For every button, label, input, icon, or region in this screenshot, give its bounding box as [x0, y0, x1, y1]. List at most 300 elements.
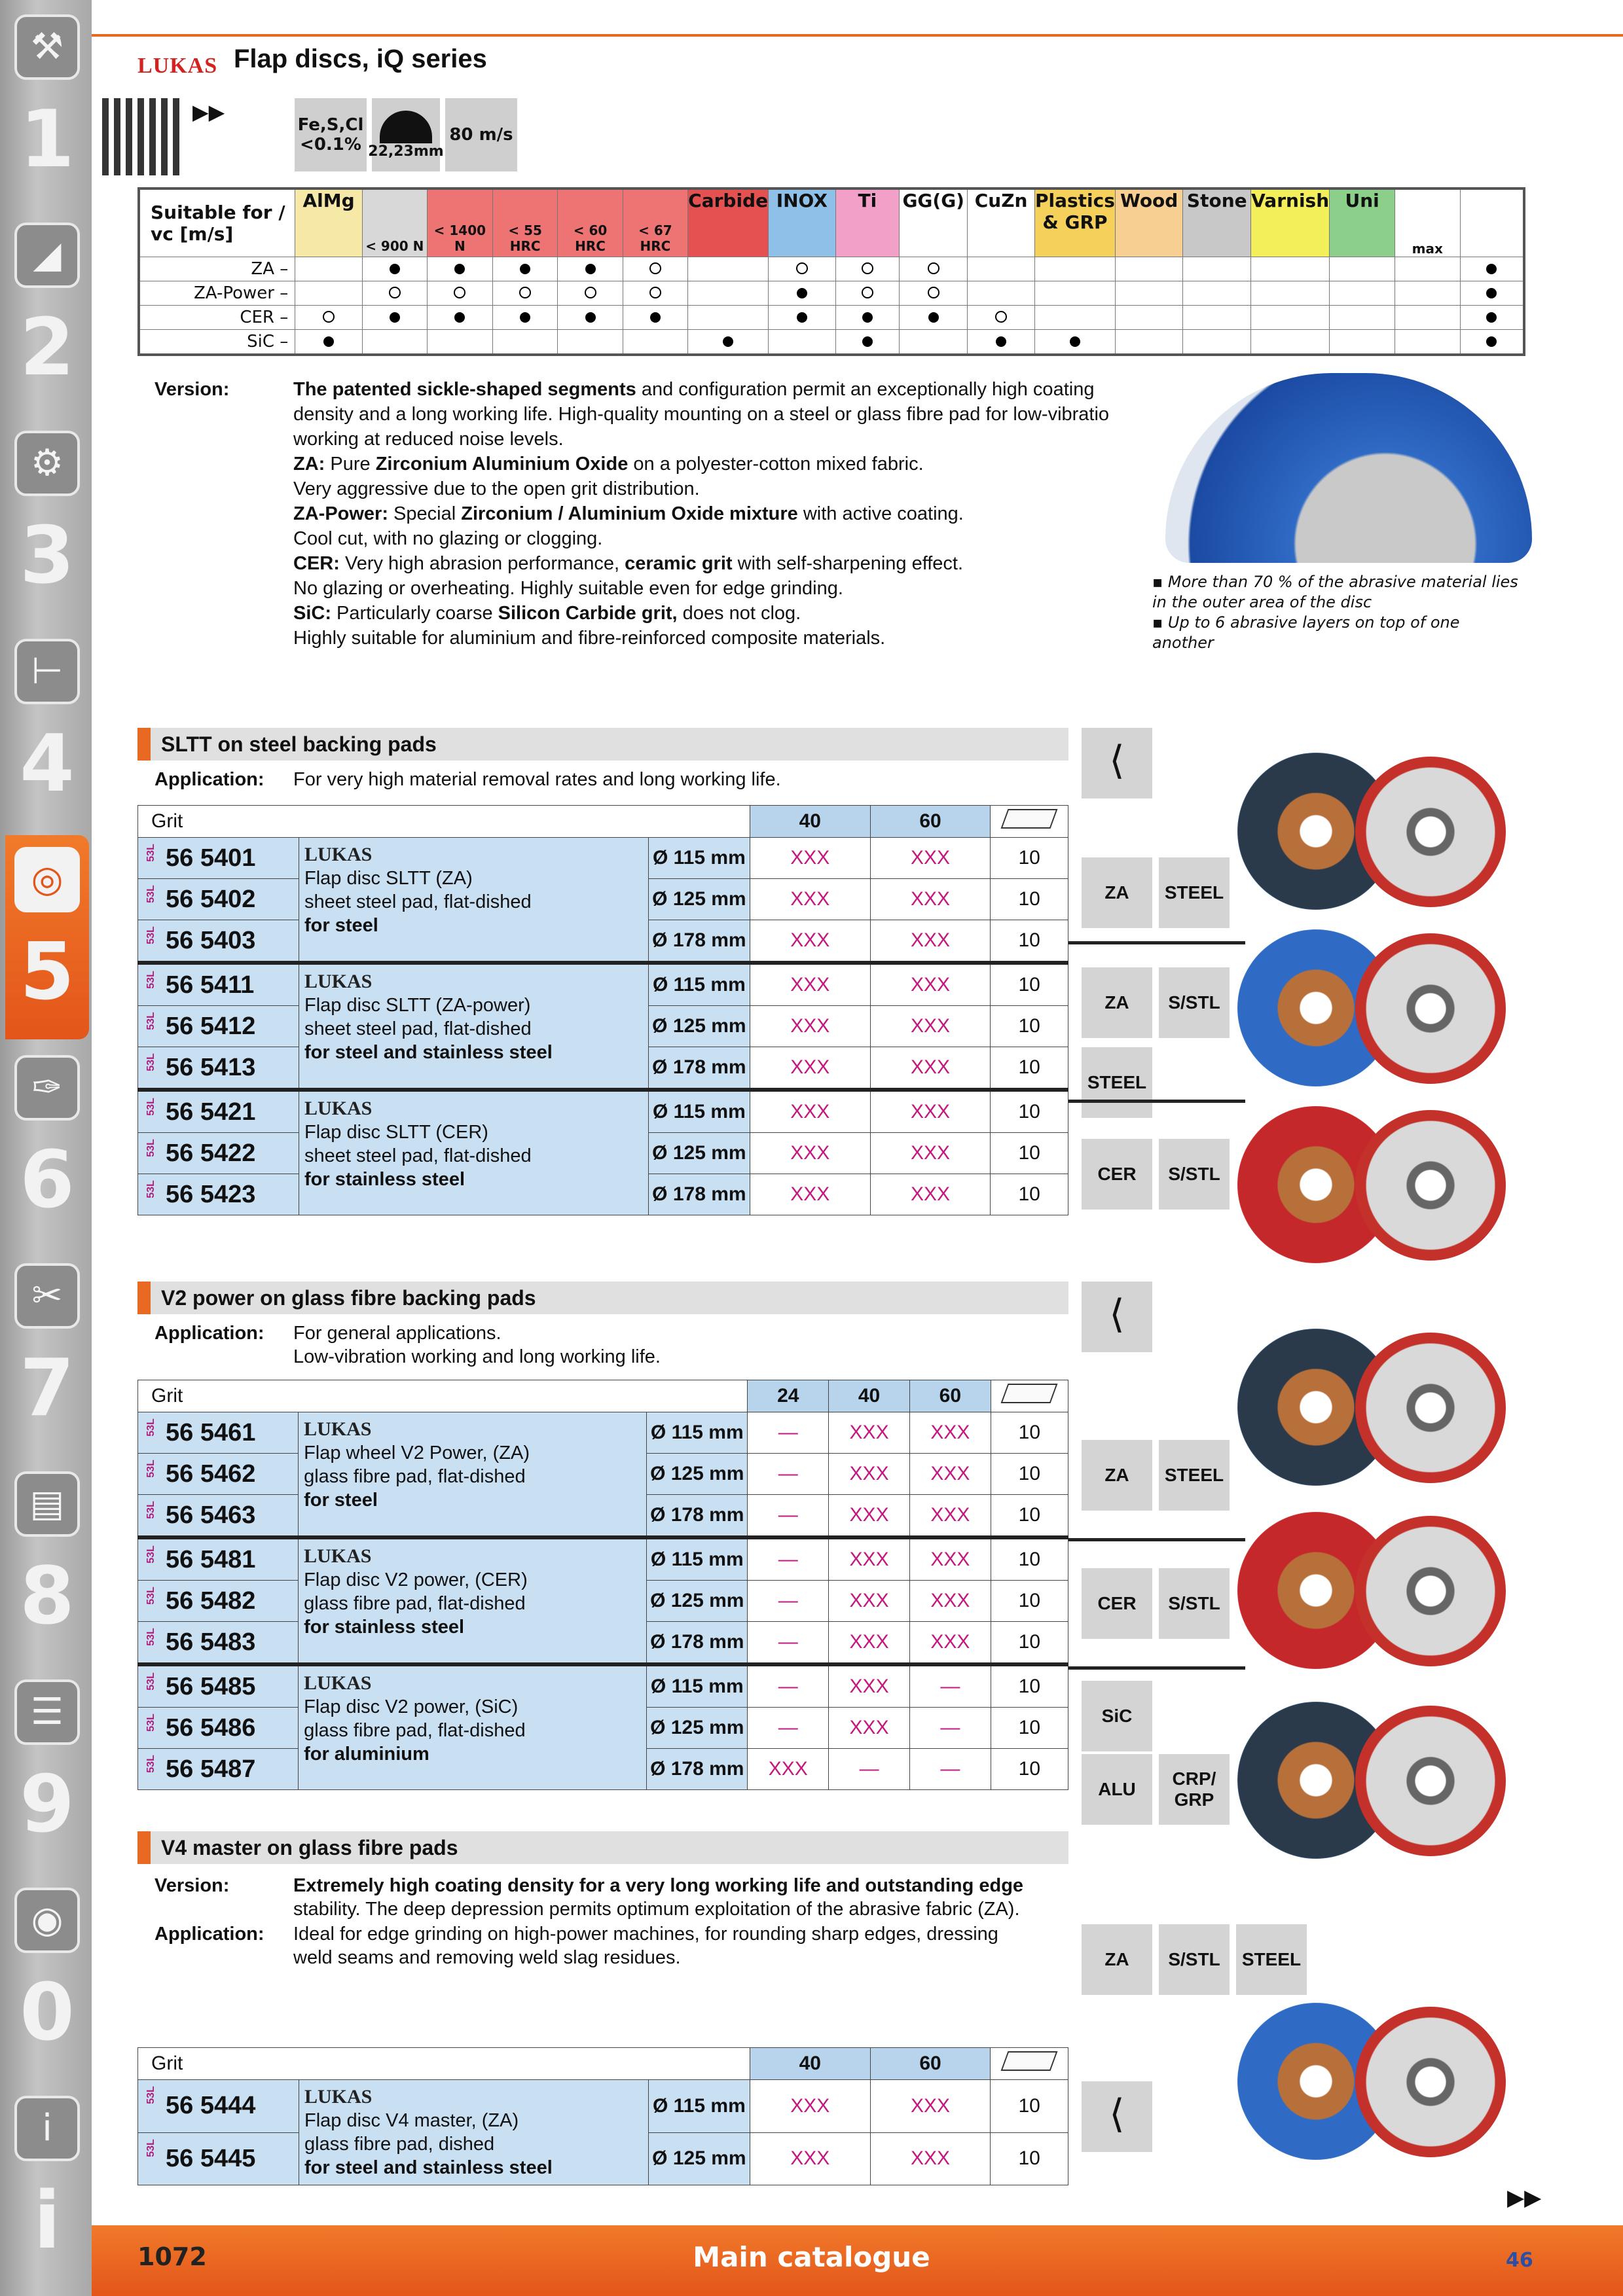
chapter-number: i: [33, 2176, 61, 2267]
suitability-cell: [688, 306, 769, 330]
abrasive-label: CER –: [139, 306, 295, 330]
chapter-number: 5: [20, 927, 75, 1018]
price-cell: XXX: [870, 1174, 991, 1215]
suitability-cell: [558, 281, 623, 306]
safety-goggles-icon: ◉: [14, 1888, 80, 1953]
price-cell: XXX: [870, 1006, 991, 1047]
conditional-ring-icon: [649, 287, 661, 298]
article-prefix: 53L: [145, 1012, 156, 1030]
article-number[interactable]: [138, 1664, 299, 1708]
brand-logo: LUKAS: [137, 54, 218, 78]
suitability-cell: [427, 306, 492, 330]
suitability-cell: [623, 257, 687, 281]
pack-quantity: 10: [991, 1174, 1068, 1215]
pack-quantity: 10: [991, 920, 1068, 963]
diameter: Ø 178 mm: [647, 1622, 748, 1665]
material-tag: STEEL: [1159, 857, 1230, 928]
suitability-cell: [427, 281, 492, 306]
suitability-cell: [1251, 306, 1330, 330]
suitability-cell: [835, 330, 900, 355]
cutting-disc-icon: ◎: [14, 847, 80, 912]
conditional-ring-icon: [519, 287, 531, 298]
application-text: For general applications.: [293, 1323, 501, 1344]
suitability-cell: [1183, 306, 1251, 330]
speed-text: 80 m/s: [449, 125, 513, 145]
article-number[interactable]: [138, 2132, 299, 2185]
suitable-dot-icon: [1486, 312, 1497, 323]
diameter: Ø 178 mm: [648, 920, 750, 963]
price-cell: XXX: [909, 1537, 991, 1581]
suitability-cell: [1183, 281, 1251, 306]
article-number[interactable]: [138, 1454, 299, 1495]
next-arrow-icon[interactable]: ▶▶: [192, 99, 225, 124]
abrasive-label: ZA-Power –: [139, 281, 295, 306]
pack-quantity: 10: [991, 963, 1068, 1006]
brand-logo: LUKAS: [304, 971, 373, 992]
product-description: [299, 1412, 647, 1538]
material-tag: S/STL: [1159, 967, 1230, 1038]
price-cell: XXX: [870, 2132, 991, 2185]
version-fragment: ZA-Power:: [293, 503, 388, 524]
suitability-col-header: Wood: [1115, 188, 1182, 257]
info-icon: i: [14, 2096, 80, 2161]
description-line: glass fibre pad, flat-dished: [304, 1466, 526, 1487]
chapter-number: 9: [20, 1759, 75, 1850]
diameter: Ø 115 mm: [647, 1537, 748, 1581]
product-row[interactable]: [138, 1090, 1068, 1133]
suitable-dot-icon: [585, 312, 596, 323]
suitability-cell: [558, 306, 623, 330]
suitability-cell: [835, 257, 900, 281]
suitability-cell: [1330, 330, 1395, 355]
suitability-cell: [688, 330, 769, 355]
suitability-cell: [900, 330, 968, 355]
suitability-col-header: Ti: [835, 188, 900, 257]
version-fragment: Zirconium Aluminium Oxide: [375, 454, 629, 475]
diameter: Ø 125 mm: [647, 1708, 748, 1749]
suitability-cell: [1115, 281, 1182, 306]
article-number[interactable]: [138, 1412, 299, 1454]
article-number[interactable]: [138, 879, 299, 920]
version-fragment: Particularly coarse: [331, 603, 498, 624]
cabinet-icon: ☰: [14, 1679, 80, 1745]
conditional-ring-icon: [796, 262, 808, 274]
description-line: Flap disc V2 power, (CER): [304, 1570, 528, 1590]
suitability-cell: [1460, 281, 1524, 306]
suitability-cell: [1183, 257, 1251, 281]
article-number[interactable]: [138, 1174, 299, 1215]
suitability-cell: [623, 306, 687, 330]
suitable-dot-icon: [390, 264, 400, 274]
suitability-cell: [295, 257, 363, 281]
version-fragment: Very aggressive due to the open grit distribution.: [293, 478, 700, 499]
article-prefix: 53L: [145, 1587, 156, 1605]
price-cell: XXX: [870, 1047, 991, 1090]
article-prefix: 53L: [145, 1755, 156, 1773]
product-description: [299, 838, 649, 963]
article-number[interactable]: [138, 1537, 299, 1581]
grit-header-row: [138, 806, 1068, 838]
article-number[interactable]: [138, 1708, 299, 1749]
description-line: for stainless steel: [304, 1169, 465, 1190]
suitable-dot-icon: [862, 336, 873, 347]
suitable-dot-icon: [520, 312, 530, 323]
article-number-text: 56 5445: [166, 2144, 256, 2172]
diameter: Ø 115 mm: [648, 838, 750, 879]
article-prefix: 53L: [145, 1501, 156, 1519]
pack-quantity: 10: [991, 1006, 1068, 1047]
product-row[interactable]: [138, 838, 1068, 879]
pack-icon: [1001, 809, 1058, 829]
description-line: for steel: [304, 1490, 378, 1511]
price-cell: —: [748, 1581, 829, 1622]
group-divider: [1068, 1100, 1245, 1103]
article-number-text: 56 5462: [166, 1460, 256, 1488]
flap-disc-label-photo: [1355, 1706, 1506, 1856]
pack-quantity: 10: [991, 879, 1068, 920]
conditional-ring-icon: [323, 311, 335, 323]
version-fragment: on a polyester-cotton mixed fabric.: [628, 454, 924, 475]
pack-quantity-header: [991, 806, 1068, 838]
flap-disc-label-photo: [1355, 1333, 1506, 1483]
suitability-row: [139, 330, 1524, 355]
bore-text: 22,23mm: [368, 143, 444, 160]
suitability-cell: [968, 306, 1035, 330]
description-line: Flap disc SLTT (ZA-power): [304, 995, 531, 1016]
pack-quantity: 10: [991, 1537, 1068, 1581]
drill-icon: ⚒: [14, 14, 80, 80]
article-number-text: 56 5403: [166, 926, 256, 954]
chapter-tab-5[interactable]: [5, 835, 89, 1039]
description-line: Flap disc V4 master, (ZA): [304, 2110, 519, 2131]
material-tag: STEEL: [1236, 1924, 1307, 1995]
price-cell: XXX: [750, 1090, 870, 1133]
version-line: [293, 402, 1158, 427]
price-cell: XXX: [750, 963, 870, 1006]
pack-quantity: 10: [991, 1708, 1068, 1749]
brand-logo: LUKAS: [304, 844, 373, 865]
version-fragment: No glazing or overheating. Highly suitable even for edge grinding.: [293, 578, 843, 599]
dished-profile-icon: ⟨: [1082, 1282, 1152, 1352]
price-cell: XXX: [909, 1454, 991, 1495]
suitability-cell: [1251, 281, 1330, 306]
description-line: for aluminium: [304, 1744, 429, 1765]
suitability-cell: [769, 257, 835, 281]
feature-bullet-2: ▪ Up to 6 abrasive layers on top of one another: [1152, 613, 1460, 652]
suitability-col-header: < 60 HRC: [558, 188, 623, 257]
article-prefix: 53L: [145, 885, 156, 903]
article-number-text: 56 5402: [166, 885, 256, 913]
article-number-text: 56 5421: [166, 1098, 256, 1126]
price-cell: XXX: [750, 838, 870, 879]
application-label: Application:: [155, 769, 264, 790]
product-row[interactable]: [138, 963, 1068, 1006]
suitability-cell: [1034, 306, 1115, 330]
diameter: Ø 178 mm: [647, 1495, 748, 1538]
description-line: glass fibre pad, flat-dished: [304, 1593, 526, 1614]
suitability-col-header: < 900 N: [362, 188, 427, 257]
price-cell: —: [829, 1749, 910, 1790]
version-fragment: Cool cut, with no glazing or clogging.: [293, 528, 603, 549]
suitable-dot-icon: [1486, 336, 1497, 347]
article-number[interactable]: [138, 1090, 299, 1133]
article-number-text: 56 5401: [166, 844, 256, 872]
product-row[interactable]: [138, 1537, 1068, 1581]
product-row[interactable]: [138, 1664, 1068, 1708]
article-number-text: 56 5412: [166, 1012, 256, 1040]
chapter-tab-4[interactable]: [5, 627, 89, 831]
suitable-dot-icon: [650, 312, 661, 323]
article-number[interactable]: [138, 1495, 299, 1538]
version-fragment: SiC:: [293, 603, 331, 624]
brand-logo: LUKAS: [304, 1098, 373, 1119]
suitable-dot-icon: [1486, 264, 1497, 274]
chapter-sidebar: [0, 0, 92, 2296]
section-title: V4 master on glass fibre pads: [137, 1831, 1068, 1864]
suitability-cell: [492, 330, 557, 355]
version-fragment: The patented sickle-shaped segments: [293, 379, 636, 400]
material-tag: SiC: [1082, 1681, 1152, 1751]
chapter-tab-2[interactable]: [5, 211, 89, 415]
suitable-dot-icon: [390, 312, 400, 323]
pack-quantity: 10: [991, 1454, 1068, 1495]
diameter: Ø 125 mm: [648, 1006, 750, 1047]
article-number[interactable]: [138, 1047, 299, 1090]
grit-value: 40: [750, 806, 870, 838]
price-cell: XXX: [750, 1133, 870, 1174]
version-line: [293, 626, 1158, 651]
description-line: for steel and stainless steel: [304, 1042, 553, 1063]
chapter-tab-9[interactable]: [5, 1668, 89, 1872]
price-cell: XXX: [870, 1133, 991, 1174]
grit-header-row: [138, 1380, 1068, 1412]
suitability-cell: [1115, 257, 1182, 281]
chapter-tab-7[interactable]: [5, 1251, 89, 1456]
description-line: for steel and stainless steel: [304, 2157, 553, 2178]
brand-logo: LUKAS: [304, 1672, 372, 1694]
version-line: [293, 452, 1158, 476]
caliper-icon: ⊢: [14, 639, 80, 704]
pack-quantity-header: [991, 2048, 1068, 2080]
application-text: Ideal for edge grinding on high-power machines, for rounding sharp edges, dressing: [293, 1924, 998, 1945]
next-page-arrow-icon[interactable]: ▶▶: [1507, 2185, 1542, 2211]
suitability-cell: [558, 330, 623, 355]
diameter: Ø 125 mm: [648, 1133, 750, 1174]
suitability-cell: [1034, 281, 1115, 306]
group-divider: [1068, 1538, 1245, 1541]
suitability-cell: [900, 281, 968, 306]
abrasive-label: ZA –: [139, 257, 295, 281]
diameter: Ø 115 mm: [647, 1664, 748, 1708]
article-number-text: 56 5422: [166, 1139, 256, 1167]
article-number-text: 56 5483: [166, 1628, 256, 1656]
chapter-number: 2: [20, 302, 75, 393]
brand-logo: LUKAS: [304, 1418, 372, 1440]
article-number-text: 56 5461: [166, 1418, 256, 1446]
article-prefix: 53L: [145, 1628, 156, 1646]
price-cell: XXX: [870, 879, 991, 920]
suitability-cell: [295, 281, 363, 306]
suitability-cell: [1330, 281, 1395, 306]
conditional-ring-icon: [389, 287, 401, 298]
pack-quantity: 10: [991, 838, 1068, 879]
pack-quantity: 10: [991, 1622, 1068, 1665]
dished-profile-icon: ⟨: [1082, 2081, 1152, 2152]
suitability-cell: [1395, 330, 1460, 355]
pack-quantity: 10: [991, 1664, 1068, 1708]
price-cell: —: [909, 1664, 991, 1708]
chapter-tab-6[interactable]: [5, 1043, 89, 1247]
suitability-cell: [835, 306, 900, 330]
section-version-label: Version:: [155, 1875, 230, 1896]
article-number-text: 56 5481: [166, 1545, 256, 1573]
chapter-number: 4: [20, 719, 75, 810]
price-cell: XXX: [750, 2080, 870, 2133]
material-tag: STEEL: [1082, 1047, 1152, 1118]
suitability-cell: [492, 306, 557, 330]
pack-quantity: 10: [991, 1090, 1068, 1133]
suitability-cell: [362, 330, 427, 355]
material-tag: ALU: [1082, 1754, 1152, 1825]
article-prefix: 53L: [145, 1098, 156, 1116]
description-line: for stainless steel: [304, 1617, 465, 1638]
article-number[interactable]: [138, 838, 299, 879]
page-title: Flap discs, iQ series: [234, 45, 487, 73]
suitability-cell: [769, 281, 835, 306]
version-line: [293, 526, 1158, 551]
article-prefix: 53L: [145, 1418, 156, 1437]
price-cell: —: [909, 1708, 991, 1749]
suitability-cell: [1460, 257, 1524, 281]
suitability-col-header: Varnish: [1251, 188, 1330, 257]
description-line: sheet steel pad, flat-dished: [304, 1145, 532, 1166]
price-cell: —: [909, 1749, 991, 1790]
article-prefix: 53L: [145, 1545, 156, 1564]
version-line: [293, 576, 1158, 601]
chapter-number: 0: [20, 1967, 75, 2058]
version-line: [293, 427, 1158, 452]
suitability-col-header: < 1400 N: [427, 188, 492, 257]
suitability-cell: [362, 281, 427, 306]
material-tag: ZA: [1082, 1440, 1152, 1511]
version-fragment: does not clog.: [677, 603, 801, 624]
article-number[interactable]: [138, 963, 299, 1006]
conditional-ring-icon: [995, 311, 1007, 323]
suitability-row: [139, 306, 1524, 330]
flap-disc-label-photo: [1355, 757, 1506, 907]
section-title: SLTT on steel backing pads: [137, 728, 1068, 761]
chuck-icon: ⚙: [14, 431, 80, 496]
article-prefix: 53L: [145, 926, 156, 944]
description-line: Flap disc SLTT (CER): [304, 1122, 488, 1143]
pack-quantity: 10: [991, 1495, 1068, 1538]
price-cell: —: [748, 1495, 829, 1538]
chapter-tab-8[interactable]: [5, 1460, 89, 1664]
article-number[interactable]: [138, 1581, 299, 1622]
suitability-cell: [1183, 330, 1251, 355]
material-tag: ZA: [1082, 857, 1152, 928]
article-prefix: 53L: [145, 1139, 156, 1157]
brand-logo: LUKAS: [304, 2086, 373, 2108]
price-cell: XXX: [829, 1495, 910, 1538]
article-number[interactable]: [138, 2080, 299, 2133]
version-fragment: Silicon Carbide grit,: [498, 603, 678, 624]
suitability-cell: [769, 330, 835, 355]
diameter: Ø 125 mm: [648, 2132, 750, 2185]
product-row[interactable]: [138, 2080, 1068, 2133]
product-table: [137, 1380, 1068, 1790]
price-cell: XXX: [870, 838, 991, 879]
product-description: [299, 1664, 647, 1790]
grit-header-row: [138, 2048, 1068, 2080]
article-number[interactable]: [138, 1622, 299, 1665]
article-prefix: 53L: [145, 1713, 156, 1732]
suitable-dot-icon: [1486, 288, 1497, 298]
product-description: [299, 963, 649, 1090]
article-number[interactable]: [138, 1006, 299, 1047]
pliers-icon: ✂: [14, 1263, 80, 1329]
suitability-cell: [558, 257, 623, 281]
suitability-col-header: Uni: [1330, 188, 1395, 257]
chapter-tab-3[interactable]: [5, 419, 89, 623]
price-cell: —: [748, 1454, 829, 1495]
suitability-cell: [1034, 257, 1115, 281]
suitability-col-header: CuZn: [968, 188, 1035, 257]
grit-value: 40: [750, 2048, 870, 2080]
article-number[interactable]: [138, 1133, 299, 1174]
grit-label: Grit: [138, 2048, 750, 2080]
diameter: Ø 115 mm: [648, 963, 750, 1006]
conditional-ring-icon: [454, 287, 465, 298]
group-divider: [1068, 1666, 1245, 1670]
feature-text-2: Up to 6 abrasive layers on top of one another: [1152, 613, 1460, 652]
grit-label: Grit: [138, 806, 750, 838]
conditional-ring-icon: [928, 287, 939, 298]
suitability-cell: [1330, 306, 1395, 330]
price-cell: XXX: [909, 1581, 991, 1622]
conditional-ring-icon: [649, 262, 661, 274]
version-line: [293, 551, 1158, 576]
price-cell: XXX: [750, 1174, 870, 1215]
feature-bullet-1: ▪ More than 70 % of the abrasive material lies in the outer area of the disc: [1152, 573, 1518, 611]
flap-disc-label-photo: [1355, 2007, 1506, 2157]
chapter-tab-0[interactable]: [5, 1876, 89, 2080]
product-row[interactable]: [138, 1412, 1068, 1454]
flap-disc-label-photo: [1355, 933, 1506, 1084]
article-number[interactable]: [138, 920, 299, 963]
chapter-number: 6: [20, 1135, 75, 1226]
article-number[interactable]: [138, 1749, 299, 1790]
article-prefix: 53L: [145, 1053, 156, 1071]
product-description: [299, 1090, 649, 1215]
version-fragment: Special: [388, 503, 462, 524]
bore-badge: [368, 98, 444, 171]
pack-icon: [1001, 2051, 1058, 2071]
chapter-tab-1[interactable]: [5, 3, 89, 207]
pack-quantity: 10: [991, 1581, 1068, 1622]
version-text: [293, 377, 1158, 651]
qr-code-icon[interactable]: [102, 98, 179, 175]
pack-quantity: 10: [991, 2132, 1068, 2185]
sheet-number: 46: [1506, 2249, 1533, 2272]
group-divider: [1068, 941, 1245, 944]
flap-disc-label-photo: [1355, 1516, 1506, 1666]
suitability-row: [139, 281, 1524, 306]
suitability-cell: [492, 257, 557, 281]
article-number-text: 56 5485: [166, 1672, 256, 1700]
conditional-ring-icon: [862, 287, 873, 298]
suitability-col-header: Carbide: [688, 188, 769, 257]
